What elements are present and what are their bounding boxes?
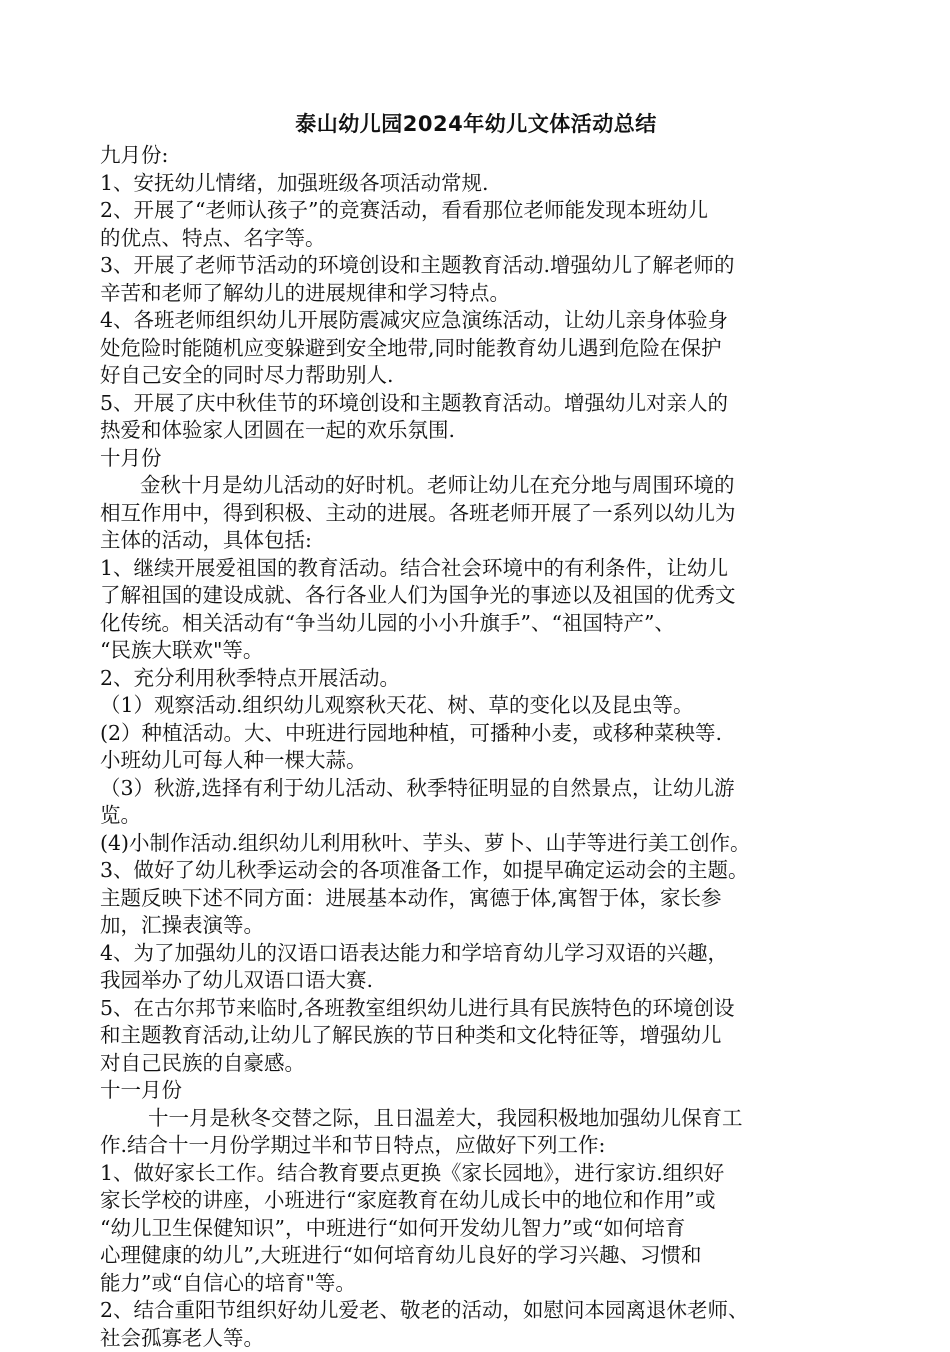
document-body — [100, 142, 852, 1352]
text-line: 加，汇操表演等。 — [100, 912, 852, 940]
text-line: 的优点、特点、名字等。 — [100, 225, 852, 253]
text-line: “幼儿卫生保健知识”，中班进行“如何开发幼儿智力”或“如何培育 — [100, 1215, 852, 1243]
text-line: 相互作用中，得到积极、主动的进展。各班老师开展了一系列以幼儿为 — [100, 500, 852, 528]
text-line: “民族大联欢"等。 — [100, 637, 852, 665]
text-line: 3、开展了老师节活动的环境创设和主题教育活动.增强幼儿了解老师的 — [100, 252, 852, 280]
text-line: 社会孤寡老人等。 — [100, 1325, 852, 1352]
text-line: 我园举办了幼儿双语口语大赛. — [100, 967, 852, 995]
text-line: 2、结合重阳节组织好幼儿爱老、敬老的活动，如慰问本园离退休老师、 — [100, 1297, 852, 1325]
text-line: (2）种植活动。大、中班进行园地种植，可播种小麦，或移种菜秧等. — [100, 720, 852, 748]
text-line: 2、充分利用秋季特点开展活动。 — [100, 665, 852, 693]
text-line: 化传统。相关活动有“争当幼儿园的小小升旗手”、“祖国特产”、 — [100, 610, 852, 638]
text-line: 1、安抚幼儿情绪，加强班级各项活动常规. — [100, 170, 852, 198]
text-line: 4、各班老师组织幼儿开展防震减灾应急演练活动，让幼儿亲身体验身 — [100, 307, 852, 335]
document-page — [100, 108, 852, 1352]
text-line: (4)小制作活动.组织幼儿利用秋叶、芋头、萝卜、山芋等进行美工创作。 — [100, 830, 852, 858]
text-line: 十一月是秋冬交替之际，且日温差大，我园积极地加强幼儿保育工 — [100, 1105, 852, 1133]
text-line: 主体的活动，具体包括: — [100, 527, 852, 555]
text-line: 1、做好家长工作。结合教育要点更换《家长园地》，进行家访.组织好 — [100, 1160, 852, 1188]
text-line: 家长学校的讲座，小班进行“家庭教育在幼儿成长中的地位和作用”或 — [100, 1187, 852, 1215]
document-title: 泰山幼儿园2024年幼儿文体活动总结 — [100, 108, 852, 140]
text-line: 2、开展了“老师认孩子”的竞赛活动，看看那位老师能发现本班幼儿 — [100, 197, 852, 225]
text-line: 5、开展了庆中秋佳节的环境创设和主题教育活动。增强幼儿对亲人的 — [100, 390, 852, 418]
text-line: 4、为了加强幼儿的汉语口语表达能力和学培育幼儿学习双语的兴趣， — [100, 940, 852, 968]
text-line: 十月份 — [100, 445, 852, 473]
text-line: 心理健康的幼儿”,大班进行“如何培育幼儿良好的学习兴趣、习惯和 — [100, 1242, 852, 1270]
text-line: （3）秋游,选择有利于幼儿活动、秋季特征明显的自然景点，让幼儿游 — [100, 775, 852, 803]
text-line: 5、在古尔邦节来临时,各班教室组织幼儿进行具有民族特色的环境创设 — [100, 995, 852, 1023]
text-line: 十一月份 — [100, 1077, 852, 1105]
text-line: 作.结合十一月份学期过半和节日特点，应做好下列工作: — [100, 1132, 852, 1160]
text-line: 3、做好了幼儿秋季运动会的各项准备工作，如提早确定运动会的主题。 — [100, 857, 852, 885]
text-line: 了解祖国的建设成就、各行各业人们为国争光的事迹以及祖国的优秀文 — [100, 582, 852, 610]
text-line: 九月份: — [100, 142, 852, 170]
text-line: 好自己安全的同时尽力帮助别人. — [100, 362, 852, 390]
text-line: 小班幼儿可每人种一棵大蒜。 — [100, 747, 852, 775]
text-line: 处危险时能随机应变躲避到安全地带,同时能教育幼儿遇到危险在保护 — [100, 335, 852, 363]
text-line: 对自己民族的自豪感。 — [100, 1050, 852, 1078]
text-line: 主题反映下述不同方面：进展基本动作，寓德于体,寓智于体，家长参 — [100, 885, 852, 913]
text-line: 览。 — [100, 802, 852, 830]
text-line: 和主题教育活动,让幼儿了解民族的节日种类和文化特征等，增强幼儿 — [100, 1022, 852, 1050]
text-line: 1、继续开展爱祖国的教育活动。结合社会环境中的有利条件，让幼儿 — [100, 555, 852, 583]
text-line: （1）观察活动.组织幼儿观察秋天花、树、草的变化以及昆虫等。 — [100, 692, 852, 720]
text-line: 辛苦和老师了解幼儿的进展规律和学习特点。 — [100, 280, 852, 308]
text-line: 热爱和体验家人团圆在一起的欢乐氛围. — [100, 417, 852, 445]
text-line: 金秋十月是幼儿活动的好时机。老师让幼儿在充分地与周围环境的 — [100, 472, 852, 500]
text-line: 能力”或“自信心的培育"等。 — [100, 1270, 852, 1298]
